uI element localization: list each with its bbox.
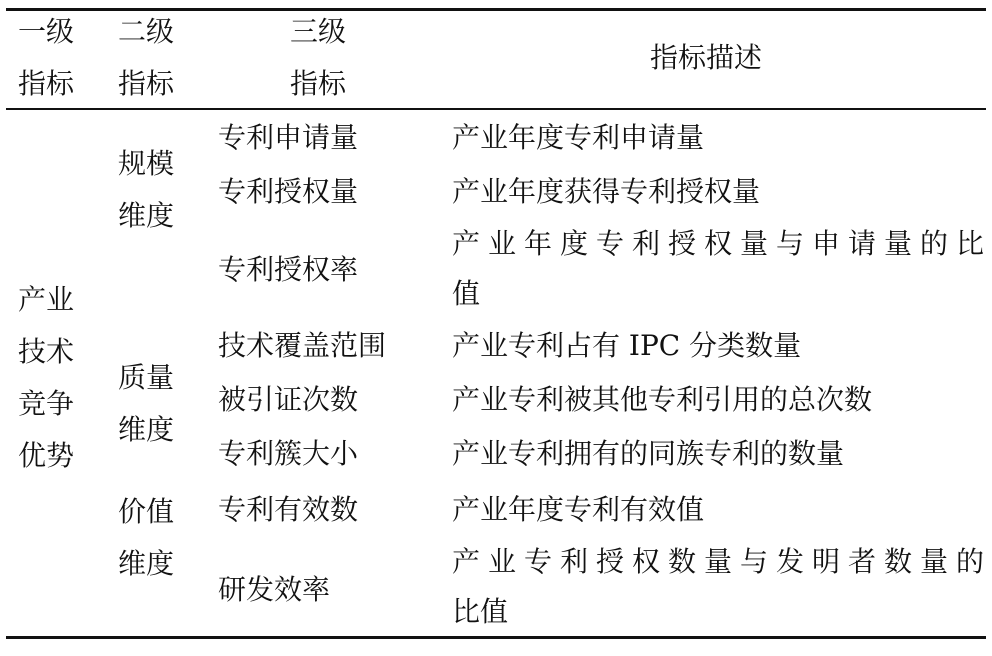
desc-application-count: 产业年度专利申请量 xyxy=(452,121,705,154)
desc-family-size: 产业专利拥有的同族专利的数量 xyxy=(452,437,845,470)
desc-rd-efficiency-line2: 比值 xyxy=(452,595,509,628)
indicator-rd-efficiency: 研发效率 xyxy=(218,573,331,606)
desc-rd-efficiency-line1: 产业专利授权数量与发明者数量的 xyxy=(452,545,992,578)
level1-group-line1: 产业 xyxy=(18,283,75,316)
level2-quality-line1: 质量 xyxy=(118,361,175,394)
table-header-rule xyxy=(6,108,986,110)
level1-group-line3: 竞争 xyxy=(18,387,75,420)
indicator-tech-coverage: 技术覆盖范围 xyxy=(218,329,387,362)
table-top-rule xyxy=(6,8,986,11)
header-level2-line1: 二级 xyxy=(118,15,175,48)
desc-grant-rate-line1: 产业年度专利授权量与申请量的比 xyxy=(452,227,992,260)
level2-value-line1: 价值 xyxy=(118,495,175,528)
indicator-valid-count: 专利有效数 xyxy=(218,493,359,526)
level2-value-line2: 维度 xyxy=(118,547,175,580)
header-level3-line1: 三级 xyxy=(290,15,347,48)
desc-citation-count: 产业专利被其他专利引用的总次数 xyxy=(452,383,873,416)
desc-valid-count: 产业年度专利有效值 xyxy=(452,493,705,526)
indicator-grant-count: 专利授权量 xyxy=(218,175,359,208)
level1-group-line4: 优势 xyxy=(18,439,75,472)
header-description: 指标描述 xyxy=(650,41,763,74)
desc-grant-rate-line2: 值 xyxy=(452,277,481,310)
desc-tech-coverage: 产业专利占有 IPC 分类数量 xyxy=(452,329,802,362)
level1-group-line2: 技术 xyxy=(18,335,75,368)
header-level1-line1: 一级 xyxy=(18,15,75,48)
level2-scale-line1: 规模 xyxy=(118,147,175,180)
indicator-citation-count: 被引证次数 xyxy=(218,383,359,416)
indicator-family-size: 专利簇大小 xyxy=(218,437,359,470)
table-bottom-rule xyxy=(6,636,986,639)
level2-scale-line2: 维度 xyxy=(118,199,175,232)
level2-quality-line2: 维度 xyxy=(118,413,175,446)
header-level2-line2: 指标 xyxy=(118,67,175,100)
desc-grant-count: 产业年度获得专利授权量 xyxy=(452,175,761,208)
indicator-application-count: 专利申请量 xyxy=(218,121,359,154)
header-level1-line2: 指标 xyxy=(18,67,75,100)
indicator-grant-rate: 专利授权率 xyxy=(218,253,359,286)
header-level3-line2: 指标 xyxy=(290,67,347,100)
